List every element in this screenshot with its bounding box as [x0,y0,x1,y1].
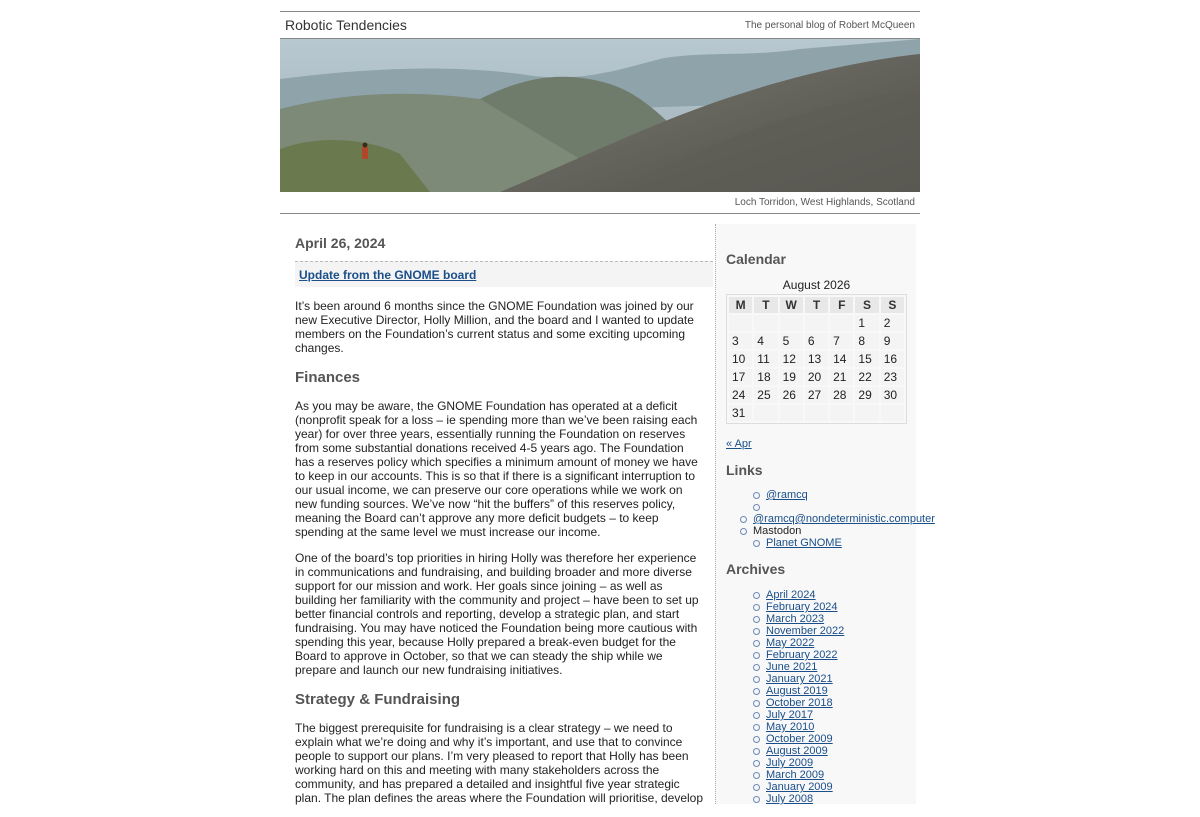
calendar-day: 5 [780,333,803,349]
list-item [766,589,844,601]
post-title-link[interactable]: Update from the GNOME board [299,268,477,282]
list-item [766,697,844,709]
blog-post [295,235,713,817]
list-item [766,661,844,673]
list-item [766,757,844,769]
archive-link[interactable]: January 2021 [766,673,833,685]
weekday: T [754,297,777,313]
archive-link[interactable]: July 2017 [766,709,814,721]
archive-link[interactable]: November 2022 [766,625,845,637]
list-item [766,709,844,721]
calendar-day: 31 [729,405,752,421]
list-item [766,625,844,637]
calendar-heading: Calendar [726,251,786,267]
calendar-day: 1 [855,315,878,331]
list-item [766,501,935,513]
header-bottom-divider [280,213,920,214]
calendar-day: 28 [830,387,853,403]
list-item [766,685,844,697]
archive-link[interactable]: April 2024 [766,589,816,601]
post-paragraph: One of the board’s top priorities in hiring Holly was therefore her experience in communications and fundraising, and building broader and more diverse support for our mission and work. Her goals since joining – as well as building her familiarity with the community and project – have been to set up better financial controls and reporting, develop a strategic plan, and start fundraising. You may have noticed the Foundation being more cautious with spending this year, because Holly prepared a break-even budget for the Board to approve in October, so that we can steady the ship while we prepare and launch our new fundraising initiatives. [295,551,699,677]
list-item [766,537,935,549]
calendar-day: 11 [754,351,777,367]
calendar-empty-cell [830,405,853,421]
post-paragraph: It’s been around 6 months since the GNOME Foundation was joined by our new Executive Director, Holly Million, and the board and I wanted to update members on the Foundation’s current status and some exciting upcoming changes. [295,299,694,355]
archive-link[interactable]: February 2024 [766,601,838,613]
calendar-week-row [729,351,904,367]
archives-list [766,589,844,805]
calendar-week-row [729,333,904,349]
calendar-table [726,294,907,424]
weekday: M [729,297,752,313]
list-item [766,489,935,501]
calendar-day: 23 [881,369,904,385]
archive-link[interactable]: July 2008 [766,793,814,805]
site-description: The personal blog of Robert McQueen [744,20,915,31]
calendar-day: 18 [754,369,777,385]
calendar-week-row [729,315,904,331]
weekday: T [805,297,828,313]
calendar-day: 13 [805,351,828,367]
calendar-day: 2 [881,315,904,331]
site-title-link[interactable]: Robotic Tendencies [285,17,407,33]
list-item [766,613,844,625]
calendar-day: 30 [881,387,904,403]
list-item [766,637,844,649]
archive-link[interactable]: March 2009 [766,769,825,781]
section-heading-finances: Finances [295,369,361,386]
list-item [766,793,844,805]
calendar-day: 12 [780,351,803,367]
weekday: S [881,297,904,313]
calendar-empty-cell [780,315,803,331]
weekday: F [830,297,853,313]
calendar-day: 16 [881,351,904,367]
calendar-empty-cell [830,315,853,331]
archive-link[interactable]: June 2021 [766,661,818,673]
calendar-day: 8 [855,333,878,349]
list-item [753,513,935,525]
sidebar [715,224,935,805]
calendar-day: 4 [754,333,777,349]
header-banner-image [280,39,920,192]
list-item [766,601,844,613]
archive-link[interactable]: August 2019 [766,685,828,697]
archive-link[interactable]: May 2010 [766,721,815,733]
archive-link[interactable]: August 2009 [766,745,828,757]
link-ramcq[interactable]: @ramcq [766,489,808,501]
post-paragraph: As you may be aware, the GNOME Foundation has operated at a deficit (nonprofit speak for a loss – ie spending more than we’ve been raising each year) for over three years, essentially running the Foundation on reserves from some substantial donations received 4-5 years ago. The Foundation has a reserves policy which specifies a minimum amount of money we have to keep in our accounts. This is so that if there is a significant interruption to our usual income, we can preserve our core operations while we work on new funding sources. We’ve now “hit the buffers” of this reserves policy, meaning the Board can’t approve any more deficit budgets – to keep spending at the same level we must increase our income. [295,399,698,539]
calendar-day: 7 [830,333,853,349]
list-item [766,769,844,781]
links-list [753,489,935,549]
calendar-day: 22 [855,369,878,385]
archives-heading: Archives [726,561,786,577]
list-item [766,649,844,661]
calendar-prev-month-link[interactable]: « Apr [726,438,752,450]
calendar-day: 9 [881,333,904,349]
calendar-day: 26 [780,387,803,403]
calendar-empty-cell [729,315,752,331]
archive-link[interactable]: October 2009 [766,733,833,745]
calendar-day: 21 [830,369,853,385]
archive-link[interactable]: January 2009 [766,781,833,793]
calendar-week-row [729,405,904,421]
calendar-widget [726,278,907,424]
calendar-empty-cell [855,405,878,421]
calendar-days [729,315,904,421]
calendar-day: 3 [729,333,752,349]
calendar-month: August 2026 [782,278,851,292]
list-item [766,745,844,757]
post-paragraph: The biggest prerequisite for fundraising is a clear strategy – we need to explain what we’re doing and why it’s important, and use that to convince people to support our plans. I’m very pleased to report that Holly has been working hard on this and meeting with many stakeholders across the community, and has prepared a detailed and insightful five year strategic plan. The plan defines the areas where the Foundation will prioritise, develop [295,721,704,805]
page-wrapper [280,0,935,805]
calendar-week-row [729,387,904,403]
calendar-day: 15 [855,351,878,367]
list-item [766,721,844,733]
calendar-day: 17 [729,369,752,385]
calendar-empty-cell [780,405,803,421]
list-item [766,781,844,793]
calendar-empty-cell [754,405,777,421]
link-planet-gnome[interactable]: Planet GNOME [766,537,842,549]
calendar-day: 25 [754,387,777,403]
post-date: April 26, 2024 [295,235,386,251]
links-heading: Links [726,462,763,478]
calendar-day: 20 [805,369,828,385]
list-item [766,733,844,745]
calendar-weekday-row [729,297,904,313]
calendar-day: 14 [830,351,853,367]
calendar-day: 6 [805,333,828,349]
section-heading-strategy: Strategy & Fundraising [295,691,461,708]
banner-caption: Loch Torridon, West Highlands, Scotland [734,197,915,208]
calendar-day: 19 [780,369,803,385]
calendar-day: 29 [855,387,878,403]
archive-link[interactable]: May 2022 [766,637,815,649]
calendar-empty-cell [805,405,828,421]
archive-link[interactable]: February 2022 [766,649,838,661]
archive-link[interactable]: July 2009 [766,757,814,769]
archive-link[interactable]: March 2023 [766,613,825,625]
site-header [280,12,920,39]
weekday: W [780,297,803,313]
calendar-empty-cell [881,405,904,421]
calendar-day: 27 [805,387,828,403]
post-title-box [295,261,713,287]
link-mastodon[interactable]: @ramcq@nondeterministic.computer [753,513,935,525]
calendar-empty-cell [805,315,828,331]
weekday: S [855,297,878,313]
archive-link[interactable]: October 2018 [766,697,833,709]
calendar-day: 24 [729,387,752,403]
mastodon-label: Mastodon [753,525,802,537]
list-item [753,525,935,537]
list-item [766,673,844,685]
calendar-empty-cell [754,315,777,331]
calendar-week-row [729,369,904,385]
calendar-day: 10 [729,351,752,367]
